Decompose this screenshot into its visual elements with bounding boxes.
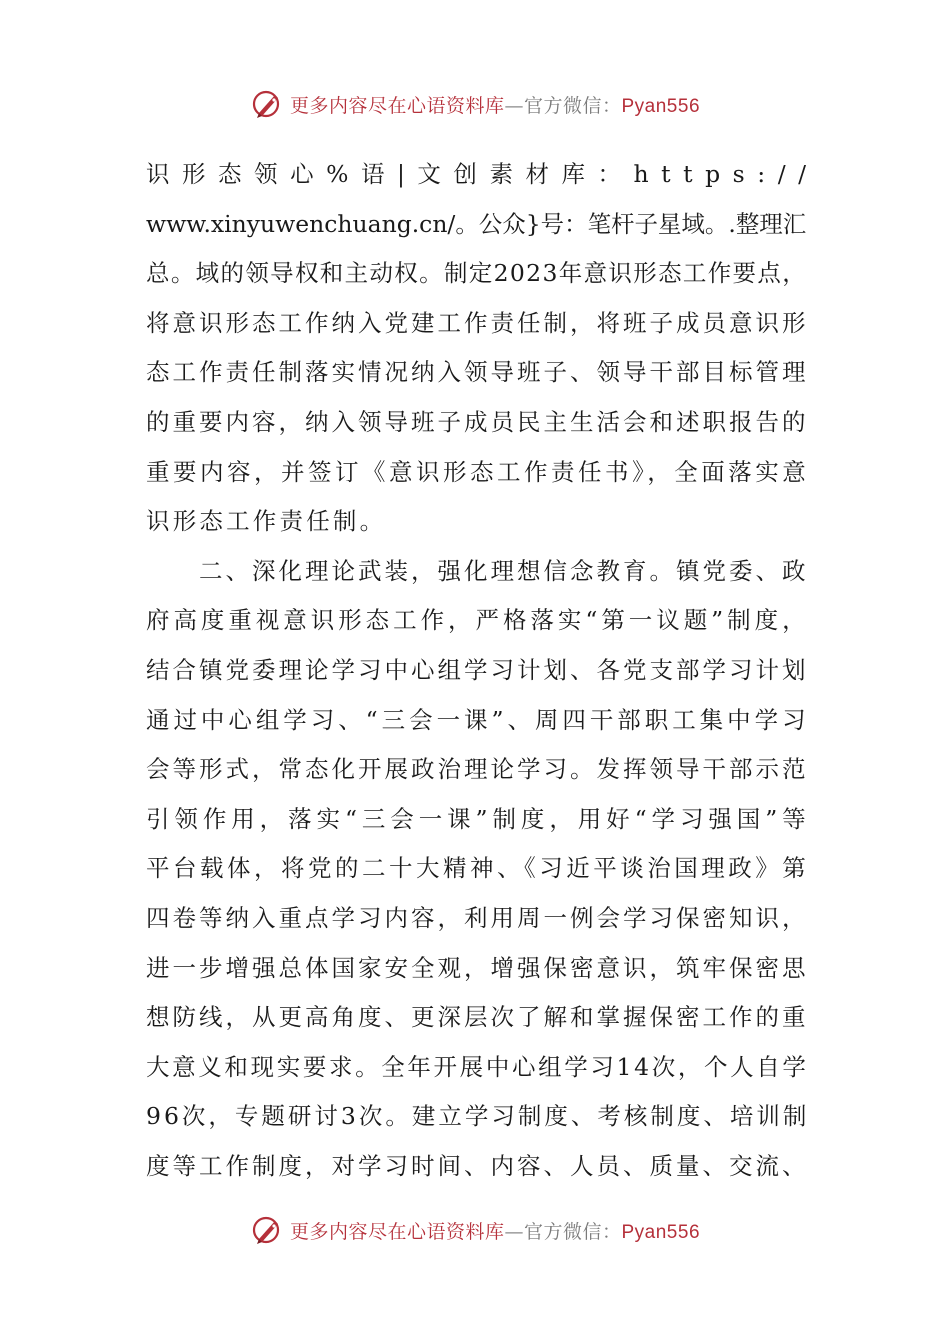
header-banner xyxy=(0,84,950,124)
footer-banner xyxy=(0,1210,950,1250)
text-line: 想防线，从更高角度、更深层次了解和掌握保密工作的重 xyxy=(146,1003,809,1032)
text-line: 的重要内容，纳入领导班子成员民主生活会和述职报告的 xyxy=(146,407,809,436)
text-line: 大意义和现实要求。全年开展中心组学习14次，个人自学 xyxy=(146,1052,809,1081)
text-line: 四卷等纳入重点学习内容，利用周一例会学习保密知识， xyxy=(146,903,809,932)
text-line: 引领作用，落实“三会一课”制度，用好“学习强国”等 xyxy=(146,804,811,833)
text-line: www.xinyuwenchuang.cn/。公众}号：笔杆子星域。.整理汇 xyxy=(146,209,807,238)
text-line: 二、深化理论武装，强化理想信念教育。镇党委、政 xyxy=(146,556,809,585)
text-line: 通过中心组学习、“三会一课”、周四干部职工集中学习 xyxy=(146,705,810,734)
text-line: 度等工作制度，对学习时间、内容、人员、质量、交流、 xyxy=(146,1151,809,1180)
text-line: 96次，专题研讨3次。建立学习制度、考核制度、培训制 xyxy=(146,1102,810,1131)
pen-logo-icon xyxy=(250,87,284,121)
text-line: 进一步增强总体国家安全观，增强保密意识，筑牢保密思 xyxy=(146,953,809,982)
footer-banner-text: 更多内容尽在心语资料库—官方微信：Pyan556 xyxy=(289,1220,701,1243)
text-line: 平台载体，将党的二十大精神、《习近平谈治国理政》第 xyxy=(146,854,810,883)
document-body xyxy=(146,150,819,1191)
text-line: 会等形式，常态化开展政治理论学习。发挥领导干部示范 xyxy=(146,755,809,784)
text-line: 府高度重视意识形态工作，严格落实“第一议题”制度， xyxy=(146,606,810,635)
text-line: 结合镇党委理论学习中心组学习计划、各党支部学习计划 xyxy=(146,655,809,684)
text-line: 识形态工作责任制。 xyxy=(146,507,387,536)
text-line: 将意识形态工作纳入党建工作责任制，将班子成员意识形 xyxy=(146,308,809,337)
text-line: 重要内容，并签订《意识形态工作责任书》，全面落实意 xyxy=(146,457,810,486)
pen-logo-icon xyxy=(250,1213,284,1247)
text-line: 总。域的领导权和主动权。制定2023年意识形态工作要点， xyxy=(146,259,808,288)
text-line: 识形态领心%语|文创素材库：https:// xyxy=(146,160,819,188)
text-line: 态工作责任制落实情况纳入领导班子、领导干部目标管理 xyxy=(146,358,809,387)
header-banner-text: 更多内容尽在心语资料库—官方微信：Pyan556 xyxy=(289,94,701,117)
